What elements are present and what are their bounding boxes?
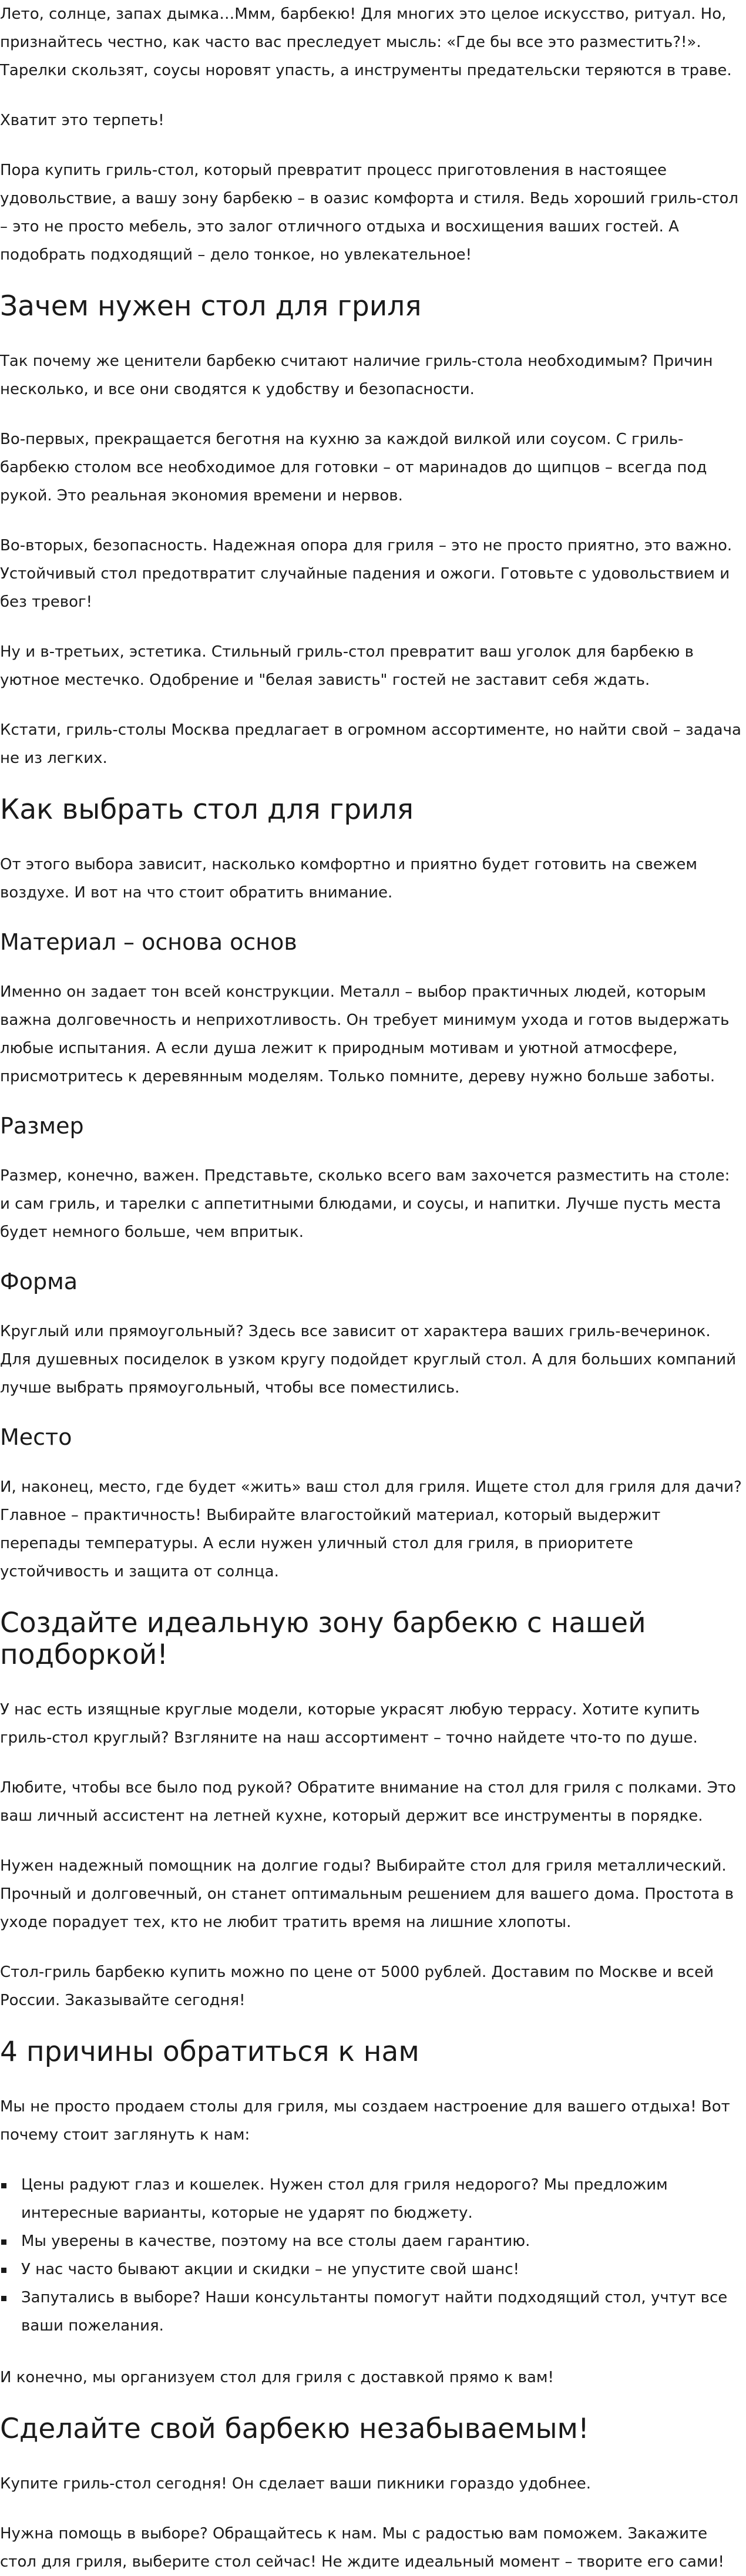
- paragraph: Именно он задает тон всей конструкции. Металл – выбор практичных людей, которым важна долговечность и неприхотливость. Он требует минимум ухода и готов выдержать любые испытания. А если душа лежит к природным мотивам и уютной атмосфере, присмотритесь к деревянным моделям. Только помните, дереву нужно больше заботы.: [0, 983, 730, 1085]
- subheading-material: Материал – основа основ: [0, 929, 297, 955]
- paragraph: Размер, конечно, важен. Представьте, сколько всего вам захочется разместить на столе: и сам гриль, и тарелки с аппетитными блюдами, и соусы, и напитки. Лучше пусть места будет немного больше, чем впритык.: [0, 1167, 730, 1241]
- subheading-size: Размер: [0, 1113, 84, 1139]
- paragraph: Нужен надежный помощник на долгие годы? Выбирайте стол для гриля металлический. Прочный и долговечный, он станет оптимальным решением для вашего дома. Простота в уходе порадует тех, кто не любит тратить время на лишние хлопоты.: [0, 1857, 734, 1931]
- reasons-list: [0, 2171, 744, 2340]
- paragraph: От этого выбора зависит, насколько комфортно и приятно будет готовить на свежем воздухе. И вот на что стоит обратить внимание.: [0, 856, 697, 902]
- section-heading-why: Зачем нужен стол для гриля: [0, 290, 422, 322]
- section-heading-collection: Создайте идеальную зону барбекю с нашей подборкой!: [0, 1607, 646, 1671]
- bullet-icon: [1, 2268, 6, 2273]
- section-heading-cta: Сделайте свой барбекю незабываемым!: [0, 2413, 589, 2445]
- list-item-text: У нас часто бывают акции и скидки – не упустите свой шанс!: [21, 2261, 520, 2278]
- bullet-icon: [1, 2183, 6, 2188]
- bullet-icon: [1, 2296, 6, 2301]
- intro-paragraph: Пора купить гриль-стол, который превратит процесс приготовления в настоящее удовольствие, а вашу зону барбекю – в оазис комфорта и стиля. Ведь хороший гриль-стол – это не просто мебель, это залог отличного отдыха и восхищения ваших гостей. А подобрать подходящий – дело тонкое, но увлекательное!: [0, 162, 739, 264]
- paragraph: Во-первых, прекращается беготня на кухню за каждой вилкой или соусом. С гриль-барбекю столом все необходимое для готовки – от маринадов до щипцов – всегда под рукой. Это реальная экономия времени и нервов.: [0, 431, 707, 505]
- paragraph: Стол-гриль барбекю купить можно по цене от 5000 рублей. Доставим по Москве и всей России. Заказывайте сегодня!: [0, 1963, 714, 2009]
- paragraph: У нас есть изящные круглые модели, которые украсят любую террасу. Хотите купить гриль-стол круглый? Взгляните на наш ассортимент – точно найдете что-то по душе.: [0, 1701, 700, 1747]
- paragraph: Круглый или прямоугольный? Здесь все зависит от характера ваших гриль-вечеринок. Для душевных посиделок в узком кругу подойдет круглый стол. А для больших компаний лучше выбрать прямоугольный, чтобы все поместились.: [0, 1323, 737, 1397]
- intro-paragraph: Лето, солнце, запах дымка…Ммм, барбекю! Для многих это целое искусство, ритуал. Но, признайтесь честно, как часто вас преследует мысль: «Где бы все это разместить?!». Тарелки скользят, соусы норовят упасть, а инструменты предательски теряются в траве.: [0, 5, 732, 79]
- paragraph: Нужна помощь в выборе? Обращайтесь к нам. Мы с радостью вам поможем. Закажите стол для гриля, выберите стол сейчас! Не ждите идеальный момент – творите его сами!: [0, 2525, 724, 2571]
- list-item: [21, 2171, 744, 2227]
- list-item-text: Цены радуют глаз и кошелек. Нужен стол для гриля недорого? Мы предложим интересные варианты, которые не ударят по бюджету.: [21, 2176, 668, 2222]
- paragraph: И конечно, мы организуем стол для гриля с доставкой прямо к вам!: [0, 2369, 554, 2386]
- list-item: [21, 2255, 744, 2284]
- list-item-text: Запутались в выборе? Наши консультанты помогут найти подходящий стол, учтут все ваши пожелания.: [21, 2289, 728, 2335]
- paragraph: Во-вторых, безопасность. Надежная опора для гриля – это не просто приятно, это важно. Устойчивый стол предотвратит случайные падения и ожоги. Готовьте с удовольствием и без тревог!: [0, 537, 732, 611]
- paragraph: Ну и в-третьих, эстетика. Стильный гриль-стол превратит ваш уголок для барбекю в уютное местечко. Одобрение и "белая зависть" гостей не заставит себя ждать.: [0, 643, 694, 689]
- subheading-shape: Форма: [0, 1269, 78, 1294]
- bullet-icon: [1, 2239, 6, 2245]
- paragraph: Купите гриль-стол сегодня! Он сделает ваши пикники гораздо удобнее.: [0, 2475, 591, 2493]
- paragraph: Кстати, гриль-столы Москва предлагает в огромном ассортименте, но найти свой – задача не из легких.: [0, 721, 741, 767]
- paragraph: И, наконец, место, где будет «жить» ваш стол для гриля. Ищете стол для гриля для дачи? Главное – практичность! Выбирайте влагостойкий материал, который выдержит перепады температуры. А если нужен уличный стол для гриля, в приоритете устойчивость и защита от солнца.: [0, 1478, 742, 1580]
- list-item: [21, 2227, 744, 2255]
- subheading-place: Место: [0, 1424, 72, 1450]
- section-heading-reasons: 4 причины обратиться к нам: [0, 2036, 419, 2068]
- paragraph: Любите, чтобы все было под рукой? Обратите внимание на стол для гриля с полками. Это ваш личный ассистент на летней кухне, который держит все инструменты в порядке.: [0, 1779, 736, 1825]
- intro-paragraph: Хватит это терпеть!: [0, 112, 164, 129]
- section-heading-choose: Как выбрать стол для гриля: [0, 793, 414, 826]
- list-item-text: Мы уверены в качестве, поэтому на все столы даем гарантию.: [21, 2232, 530, 2250]
- paragraph: Мы не просто продаем столы для гриля, мы создаем настроение для вашего отдыха! Вот почему стоит заглянуть к нам:: [0, 2098, 730, 2144]
- list-item: [21, 2284, 744, 2340]
- paragraph: Так почему же ценители барбекю считают наличие гриль-стола необходимым? Причин несколько, и все они сводятся к удобству и безопасности.: [0, 352, 713, 398]
